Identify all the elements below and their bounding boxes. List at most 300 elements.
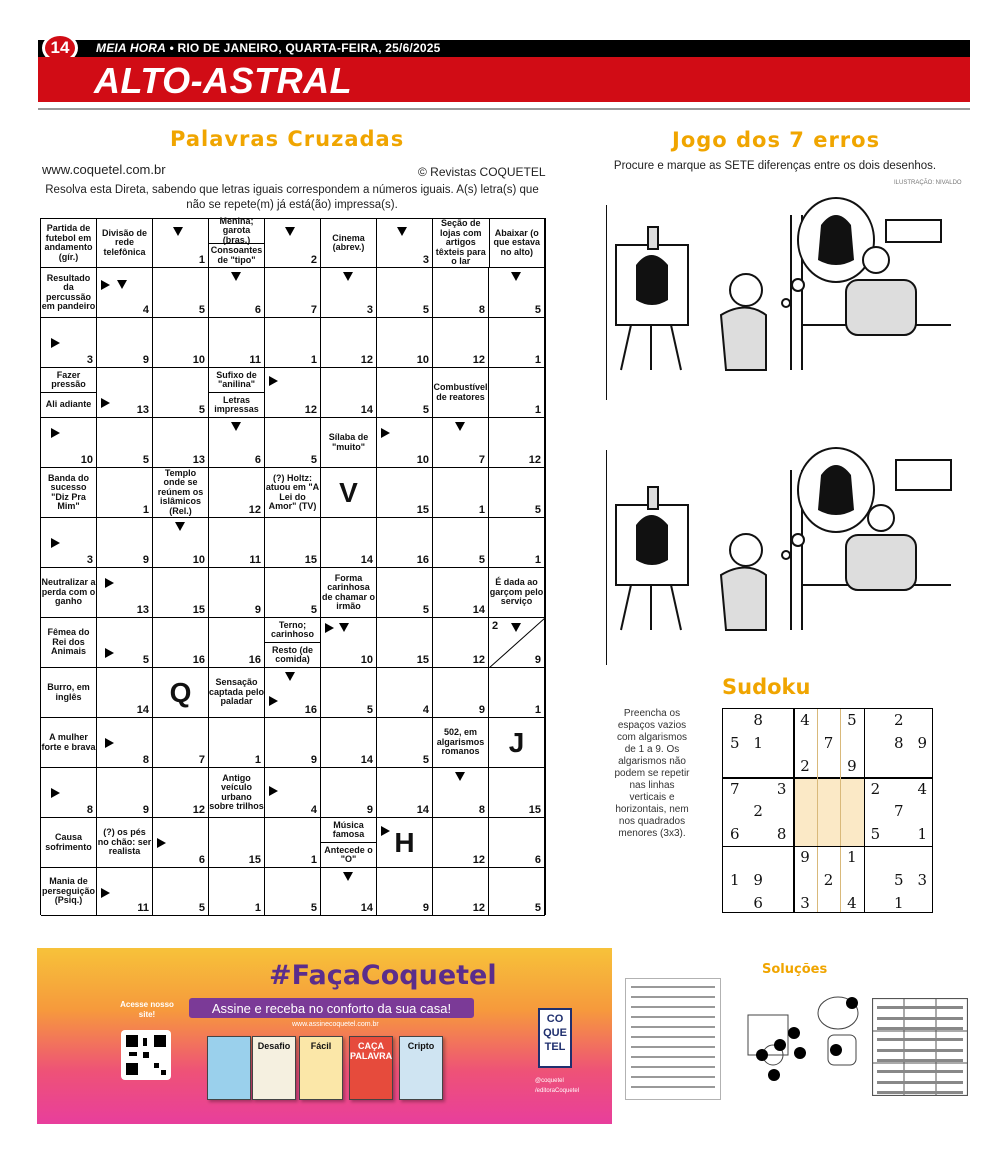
- sudoku-cell[interactable]: [887, 823, 910, 846]
- sudoku-cell[interactable]: [817, 709, 840, 732]
- crossword-cell[interactable]: [321, 768, 377, 818]
- sudoku-cell[interactable]: [911, 891, 934, 914]
- clue-box: [209, 768, 264, 817]
- clue-box: [265, 618, 320, 667]
- sudoku-cell[interactable]: 4: [800, 711, 810, 730]
- clue-box: [209, 215, 264, 267]
- arrow-down-icon: [285, 672, 295, 681]
- crossword-cell[interactable]: [41, 418, 97, 468]
- erros-drawing-top[interactable]: [606, 185, 966, 425]
- crossword-cell[interactable]: [489, 268, 545, 318]
- crossword-cell[interactable]: [433, 318, 489, 368]
- crossword-cell[interactable]: [97, 268, 153, 318]
- crossword-cell[interactable]: [489, 818, 545, 868]
- date-text: • RIO DE JANEIRO, QUARTA-FEIRA, 25/6/2025: [169, 41, 441, 55]
- clue-text: Abaixar (o que estava no alto): [489, 219, 545, 267]
- crossword-cell[interactable]: [489, 718, 545, 768]
- sudoku-cell[interactable]: [840, 732, 863, 755]
- crossword-cell[interactable]: [209, 668, 265, 718]
- crossword-cell[interactable]: [41, 368, 97, 418]
- crossword-cell[interactable]: [489, 468, 545, 518]
- crossword-cell[interactable]: [209, 318, 265, 368]
- sudoku-cell[interactable]: [911, 755, 934, 778]
- cell-number: 9: [254, 604, 261, 616]
- cell-number: 12: [472, 354, 485, 366]
- sudoku-cell[interactable]: [770, 868, 793, 891]
- crossword-cell[interactable]: [97, 768, 153, 818]
- crossword-cell[interactable]: [209, 818, 265, 868]
- ad-url[interactable]: www.assinecoquetel.com.br: [292, 1021, 379, 1028]
- sudoku-cell[interactable]: [840, 777, 863, 800]
- cell-number: 2: [492, 620, 499, 632]
- crossword-cell[interactable]: [321, 468, 377, 518]
- cell-number: 5: [198, 404, 205, 416]
- crossword-cell[interactable]: [489, 668, 545, 718]
- crossword-cell[interactable]: [153, 668, 209, 718]
- crossword-cell[interactable]: [489, 868, 545, 916]
- crossword-cell[interactable]: [377, 618, 433, 668]
- crossword-cell[interactable]: [153, 768, 209, 818]
- crossword-site: www.coquetel.com.br: [42, 162, 166, 177]
- crossword-cell[interactable]: [41, 768, 97, 818]
- crossword-cell[interactable]: [489, 518, 545, 568]
- sudoku-cell[interactable]: [817, 777, 840, 800]
- crossword-cell[interactable]: [153, 818, 209, 868]
- sudoku-cell[interactable]: [911, 846, 934, 869]
- arrow-right-icon: [381, 826, 390, 836]
- sudoku-cell[interactable]: 6: [753, 893, 763, 912]
- crossword-cell[interactable]: [265, 818, 321, 868]
- crossword-cell[interactable]: [97, 418, 153, 468]
- crossword-cell[interactable]: [321, 518, 377, 568]
- arrow-down-icon: [511, 272, 521, 281]
- crossword-cell[interactable]: [209, 868, 265, 916]
- crossword-cell[interactable]: [433, 768, 489, 818]
- crossword-cell[interactable]: [41, 219, 97, 268]
- crossword-cell[interactable]: [377, 668, 433, 718]
- arrow-right-icon: [269, 786, 278, 796]
- crossword-cell[interactable]: [153, 268, 209, 318]
- given-letter: H: [394, 826, 415, 858]
- crossword-cell[interactable]: [41, 318, 97, 368]
- sudoku-cell[interactable]: [817, 823, 840, 846]
- sudoku-cell[interactable]: [864, 846, 887, 869]
- crossword-cell[interactable]: [41, 868, 97, 916]
- sudoku-cell[interactable]: 2: [870, 779, 881, 798]
- sudoku-cell[interactable]: [887, 777, 910, 800]
- crossword-cell[interactable]: [153, 468, 209, 518]
- cell-number: 12: [528, 454, 541, 466]
- sudoku-cell[interactable]: [793, 868, 816, 891]
- sudoku-cell[interactable]: 8: [776, 825, 787, 844]
- sudoku-cell[interactable]: [723, 891, 746, 914]
- crossword-cell[interactable]: [377, 368, 433, 418]
- crossword-cell[interactable]: [209, 768, 265, 818]
- cell-number: 3: [366, 304, 373, 316]
- cell-number: 1: [534, 404, 541, 416]
- crossword-cell[interactable]: [321, 568, 377, 618]
- clue-text: Templo onde se reúnem os islâmicos (Rel.): [157, 467, 204, 516]
- ad-hashtag: #FaçaCoquetel: [269, 960, 497, 991]
- crossword-cell[interactable]: [321, 718, 377, 768]
- crossword-cell[interactable]: [97, 868, 153, 916]
- crossword-cell[interactable]: [321, 418, 377, 468]
- sudoku-cell[interactable]: [817, 846, 840, 869]
- sudoku-cell[interactable]: [864, 868, 887, 891]
- sudoku-cell[interactable]: 1: [753, 734, 763, 753]
- crossword-cell[interactable]: [209, 268, 265, 318]
- crossword-cell[interactable]: [153, 518, 209, 568]
- erros-instructions: Procure e marque as SETE diferenças entre os dois desenhos.: [613, 160, 937, 172]
- sudoku-cell[interactable]: [793, 777, 816, 800]
- crossword-cell[interactable]: [209, 618, 265, 668]
- crossword-cell[interactable]: [153, 418, 209, 468]
- sudoku-cell[interactable]: 3: [917, 870, 928, 889]
- erros-drawing-bottom[interactable]: [606, 440, 966, 680]
- crossword-cell[interactable]: [41, 268, 97, 318]
- sudoku-cell[interactable]: 3: [800, 893, 810, 912]
- crossword-cell[interactable]: [321, 318, 377, 368]
- crossword-cell[interactable]: [265, 668, 321, 718]
- crossword-cell[interactable]: [433, 568, 489, 618]
- cell-number: 4: [142, 304, 149, 316]
- clue-box: [41, 219, 96, 267]
- crossword-cell[interactable]: [265, 868, 321, 916]
- crossword-cell[interactable]: [433, 718, 489, 768]
- sudoku-cell[interactable]: [746, 755, 769, 778]
- arrow-down-icon: [231, 422, 241, 431]
- arrow-right-icon: [101, 398, 110, 408]
- crossword-cell[interactable]: [489, 618, 545, 668]
- crossword-cell[interactable]: [377, 868, 433, 916]
- coquetel-logo: CO QUE TEL: [538, 1008, 572, 1068]
- sudoku-grid: [722, 708, 933, 913]
- sudoku-cell[interactable]: [746, 823, 769, 846]
- crossword-cell[interactable]: [41, 468, 97, 518]
- sudoku-cell[interactable]: 9: [917, 734, 928, 753]
- crossword-cell[interactable]: [265, 268, 321, 318]
- sudoku-cell[interactable]: 1: [729, 870, 740, 889]
- crossword-cell[interactable]: [321, 368, 377, 418]
- sudoku-cell[interactable]: 7: [894, 802, 904, 821]
- clue-text: Sufixo de "anilina": [216, 369, 257, 389]
- crossword-cell[interactable]: [433, 518, 489, 568]
- clue-box: [153, 468, 208, 517]
- crossword-cell[interactable]: [321, 618, 377, 668]
- crossword-cell[interactable]: [433, 468, 489, 518]
- sudoku-cell[interactable]: [887, 755, 910, 778]
- crossword-cell[interactable]: [41, 818, 97, 868]
- crossword-cell[interactable]: [377, 418, 433, 468]
- arrow-right-icon: [51, 538, 60, 548]
- cell-number: 1: [534, 554, 541, 566]
- crossword-cell[interactable]: [321, 668, 377, 718]
- cell-number: 9: [422, 902, 429, 914]
- clue-box: [97, 818, 152, 867]
- arrow-right-icon: [269, 376, 278, 386]
- crossword-cell[interactable]: [265, 618, 321, 668]
- crossword-cell[interactable]: [97, 668, 153, 718]
- crossword-cell[interactable]: [377, 768, 433, 818]
- crossword-cell[interactable]: [377, 318, 433, 368]
- crossword-cell[interactable]: [265, 318, 321, 368]
- cell-number: 13: [192, 454, 205, 466]
- crossword-cell[interactable]: [153, 318, 209, 368]
- instagram-handle: @coquetel: [535, 1078, 564, 1084]
- cell-number: 16: [248, 654, 261, 666]
- sudoku-cell[interactable]: [911, 709, 934, 732]
- crossword-cell[interactable]: [489, 368, 545, 418]
- arrow-right-icon: [105, 578, 114, 588]
- crossword-cell[interactable]: [265, 768, 321, 818]
- sudoku-cell[interactable]: 5: [847, 711, 857, 730]
- sudoku-cell[interactable]: 7: [729, 779, 740, 798]
- crossword-cell[interactable]: [209, 368, 265, 418]
- given-letter: Q: [169, 676, 192, 708]
- sudoku-cell[interactable]: 5: [894, 870, 904, 889]
- sudoku-cell[interactable]: [911, 800, 934, 823]
- cell-number: 1: [254, 902, 261, 914]
- crossword-cell[interactable]: [489, 318, 545, 368]
- arrow-down-icon: [455, 772, 465, 781]
- sudoku-cell[interactable]: 1: [894, 893, 904, 912]
- cell-number: 1: [310, 354, 317, 366]
- cell-number: 1: [478, 504, 485, 516]
- qr-code-icon[interactable]: [121, 1030, 171, 1080]
- sudoku-cell[interactable]: 4: [847, 893, 857, 912]
- crossword-cell[interactable]: [377, 219, 433, 268]
- cell-number: 5: [310, 604, 317, 616]
- crossword-copyright: © Revistas COQUETEL: [418, 165, 546, 179]
- sudoku-cell[interactable]: 3: [776, 779, 787, 798]
- crossword-cell[interactable]: [265, 568, 321, 618]
- clue-box: [321, 219, 376, 267]
- crossword-cell[interactable]: [377, 568, 433, 618]
- sudoku-cell[interactable]: [864, 891, 887, 914]
- clue-text: Fazer pressão: [51, 369, 86, 389]
- sudoku-cell[interactable]: [840, 868, 863, 891]
- crossword-cell[interactable]: [265, 718, 321, 768]
- given-letter: V: [339, 476, 358, 508]
- crossword-cell[interactable]: [41, 618, 97, 668]
- crossword-cell[interactable]: [489, 768, 545, 818]
- sudoku-cell[interactable]: [746, 846, 769, 869]
- clue-box: [321, 418, 376, 467]
- sudoku-cell[interactable]: 4: [917, 779, 928, 798]
- clue-text: Antecede o "O": [324, 844, 373, 864]
- crossword-cell[interactable]: [209, 518, 265, 568]
- crossword-cell[interactable]: [153, 368, 209, 418]
- crossword-cell[interactable]: [97, 568, 153, 618]
- sudoku-cell[interactable]: [887, 846, 910, 869]
- sudoku-cell[interactable]: 9: [800, 848, 810, 867]
- sudoku-cell[interactable]: [723, 846, 746, 869]
- cell-number: 8: [86, 804, 93, 816]
- clue-text: Consoantes de "tipo": [210, 245, 263, 265]
- cell-number: 5: [198, 304, 205, 316]
- crossword-cell[interactable]: [377, 518, 433, 568]
- sudoku-cell[interactable]: 6: [729, 825, 740, 844]
- sudoku-cell[interactable]: 8: [894, 734, 904, 753]
- crossword-cell[interactable]: [433, 818, 489, 868]
- crossword-cell[interactable]: [41, 568, 97, 618]
- crossword-cell[interactable]: [265, 518, 321, 568]
- cell-number: 9: [534, 654, 541, 666]
- clue-box: [41, 368, 96, 417]
- sudoku-cell[interactable]: 5: [870, 825, 881, 844]
- sudoku-cell[interactable]: [746, 777, 769, 800]
- crossword-cell[interactable]: [433, 219, 545, 268]
- crossword-cell[interactable]: [265, 368, 321, 418]
- crossword-cell[interactable]: [153, 718, 209, 768]
- sudoku-cell[interactable]: [793, 823, 816, 846]
- crossword-cell[interactable]: [321, 868, 377, 916]
- illustration-credit: ILUSTRAÇÃO: NIVALDO: [894, 180, 962, 186]
- crossword-cell[interactable]: [489, 568, 545, 618]
- sudoku-cell[interactable]: [864, 732, 887, 755]
- crossword-cell[interactable]: [153, 219, 209, 268]
- sudoku-cell[interactable]: 7: [823, 734, 834, 753]
- sudoku-cell[interactable]: 2: [823, 870, 834, 889]
- sudoku-cell[interactable]: [864, 709, 887, 732]
- clue-text: Combustível de reatores: [433, 382, 488, 402]
- sudoku-cell[interactable]: [864, 800, 887, 823]
- sudoku-cell[interactable]: [840, 800, 863, 823]
- crossword-cell[interactable]: [265, 468, 321, 518]
- crossword-cell[interactable]: [377, 818, 433, 868]
- cell-number: 2: [310, 254, 317, 266]
- clue-text: Letras impressas: [214, 394, 259, 414]
- crossword-cell[interactable]: [377, 468, 433, 518]
- clue-text: Ali adiante: [45, 399, 92, 410]
- sudoku-cell[interactable]: [770, 732, 793, 755]
- cell-number: 5: [422, 304, 429, 316]
- crossword-cell[interactable]: [265, 219, 321, 268]
- crossword-cell[interactable]: [433, 618, 489, 668]
- sudoku-cell[interactable]: [864, 755, 887, 778]
- sudoku-cell[interactable]: [723, 755, 746, 778]
- sudoku-cell[interactable]: [770, 709, 793, 732]
- crossword-cell[interactable]: [97, 718, 153, 768]
- crossword-cell[interactable]: [433, 418, 489, 468]
- crossword-cell[interactable]: [321, 219, 377, 268]
- sudoku-cell[interactable]: 9: [753, 870, 763, 889]
- cell-number: 10: [192, 554, 205, 566]
- crossword-cell[interactable]: [433, 868, 489, 916]
- arrow-down-icon: [343, 872, 353, 881]
- crossword-cell[interactable]: [97, 618, 153, 668]
- crossword-cell[interactable]: [41, 518, 97, 568]
- crossword-cell[interactable]: [97, 518, 153, 568]
- dateline: [96, 41, 440, 55]
- sudoku-cell[interactable]: 9: [847, 756, 857, 775]
- crossword-cell[interactable]: [265, 418, 321, 468]
- crossword-instructions: Resolva esta Direta, sabendo que letras iguais correspondem a números iguais. A(s) letra(s) que não se repete(m) já está(ão) impressa(s).: [45, 184, 539, 211]
- crossword-cell[interactable]: [153, 618, 209, 668]
- crossword-cell[interactable]: [97, 219, 153, 268]
- crossword-cell[interactable]: [209, 215, 265, 268]
- sudoku-cell[interactable]: 1: [847, 848, 857, 867]
- crossword-cell[interactable]: [97, 468, 153, 518]
- clue-box: [321, 568, 376, 617]
- cell-number: 4: [310, 804, 317, 816]
- sudoku-cell[interactable]: [723, 709, 746, 732]
- sudoku-cell[interactable]: 8: [753, 711, 763, 730]
- crossword-cell[interactable]: [41, 668, 97, 718]
- cell-number: 9: [310, 754, 317, 766]
- sudoku-cell[interactable]: [770, 800, 793, 823]
- cell-number: 10: [80, 454, 93, 466]
- crossword-cell[interactable]: [153, 868, 209, 916]
- cell-number: 16: [304, 704, 317, 716]
- crossword-cell[interactable]: [433, 268, 489, 318]
- sudoku-cell[interactable]: [840, 823, 863, 846]
- ad-social: [535, 1076, 579, 1096]
- cell-number: 3: [86, 354, 93, 366]
- cell-number: 6: [198, 854, 205, 866]
- sudoku-cell[interactable]: [793, 732, 816, 755]
- crossword-cell[interactable]: [377, 718, 433, 768]
- clue-box: [433, 718, 488, 767]
- crossword-cell[interactable]: [209, 718, 265, 768]
- crossword-cell[interactable]: [97, 818, 153, 868]
- crossword-cell[interactable]: [433, 368, 489, 418]
- sudoku-cell[interactable]: 2: [894, 711, 904, 730]
- crossword-cell[interactable]: [209, 418, 265, 468]
- crossword-cell[interactable]: [489, 418, 545, 468]
- crossword-cell[interactable]: [209, 568, 265, 618]
- cell-number: 11: [137, 902, 149, 914]
- clue-text: Neutralizar a perda com o ganho: [41, 577, 96, 607]
- clue-text: Burro, em inglês: [47, 682, 90, 702]
- cell-number: 9: [142, 354, 149, 366]
- sudoku-cell[interactable]: [793, 800, 816, 823]
- crossword-cell[interactable]: [377, 268, 433, 318]
- clue-box: [41, 868, 96, 915]
- ad-banner[interactable]: [37, 948, 612, 1124]
- sudoku-cell[interactable]: [770, 846, 793, 869]
- crossword-cell[interactable]: [321, 268, 377, 318]
- sudoku-cell[interactable]: 2: [753, 802, 763, 821]
- crossword-cell[interactable]: [321, 818, 377, 868]
- cell-number: 6: [254, 454, 261, 466]
- clue-text: Menina; garota (bras.): [219, 215, 254, 245]
- cell-number: 6: [534, 854, 541, 866]
- magazine-cover: CAÇA PALAVRA: [349, 1036, 393, 1100]
- sudoku-cell[interactable]: 2: [800, 756, 810, 775]
- sudoku-cell[interactable]: 5: [729, 734, 740, 753]
- sudoku-cell[interactable]: [817, 891, 840, 914]
- arrow-down-icon: [397, 227, 407, 236]
- sudoku-cell[interactable]: [770, 755, 793, 778]
- sudoku-cell[interactable]: 1: [917, 825, 928, 844]
- crossword-cell[interactable]: [209, 468, 265, 518]
- crossword-cell[interactable]: [97, 318, 153, 368]
- sudoku-cell[interactable]: [770, 891, 793, 914]
- ad-subscribe-banner: Assine e receba no conforto da sua casa!: [189, 998, 474, 1018]
- sudoku-cell[interactable]: [817, 755, 840, 778]
- cell-number: 3: [86, 554, 93, 566]
- sudoku-cell[interactable]: [723, 800, 746, 823]
- sudoku-cell[interactable]: [817, 800, 840, 823]
- clue-text: Antigo veículo urbano sobre trilhos: [209, 772, 264, 811]
- cell-number: 5: [534, 304, 541, 316]
- crossword-cell[interactable]: [97, 368, 153, 418]
- cell-number: 1: [534, 354, 541, 366]
- crossword-cell[interactable]: [153, 568, 209, 618]
- crossword-cell[interactable]: [433, 668, 489, 718]
- crossword-cell[interactable]: [41, 718, 97, 768]
